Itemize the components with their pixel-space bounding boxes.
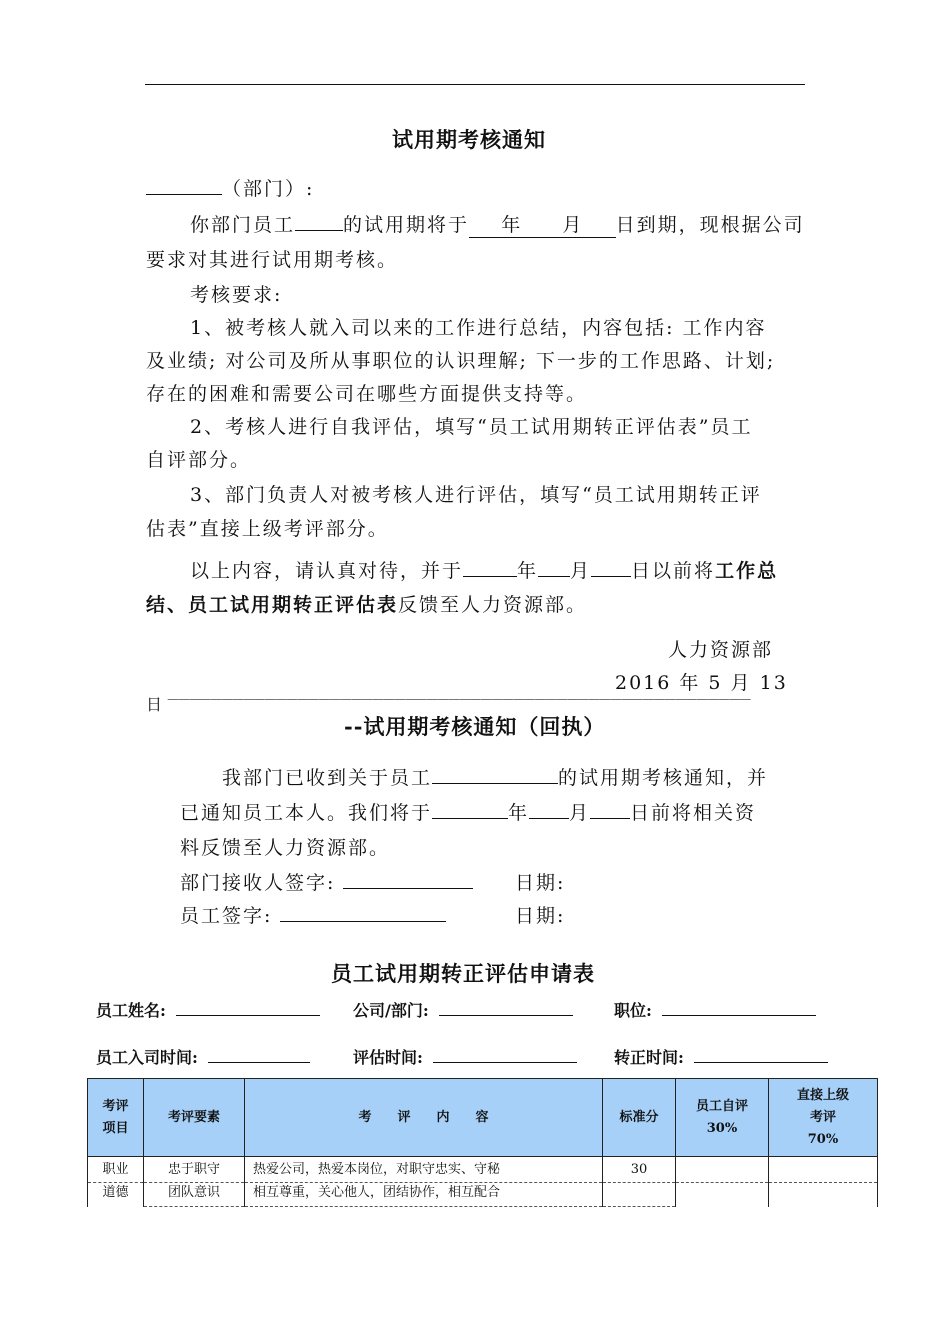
notice-title: 试用期考核通知 bbox=[392, 127, 546, 152]
closing-year-blank[interactable] bbox=[463, 556, 517, 577]
dept-line bbox=[146, 174, 314, 201]
dept-blank[interactable] bbox=[146, 174, 222, 195]
entry-blank[interactable] bbox=[208, 1046, 310, 1063]
position-blank[interactable] bbox=[662, 999, 816, 1016]
row-item: 道德 bbox=[88, 1183, 144, 1207]
form-title: 员工试用期转正评估申请表 bbox=[331, 961, 595, 986]
row-content: 热爱公司，热爱本岗位，对职守忠实、守秘 bbox=[245, 1157, 603, 1183]
cut-line: －－－－－－－－－－－－－－－－－－－－－－－－－－－－－－－－－－－－－－－－－－－－－－－－－－－－－－ bbox=[166, 693, 750, 709]
receipt-line-1 bbox=[222, 763, 768, 790]
regular-row bbox=[614, 1045, 828, 1068]
closing-year: 年 bbox=[517, 560, 539, 582]
header-content: 考 评 内 容 bbox=[245, 1079, 603, 1157]
row-self-cell[interactable] bbox=[676, 1183, 769, 1207]
hr-signature: 人力资源部 bbox=[668, 639, 774, 661]
req1-line-1: 1、被考核人就入司以来的工作进行总结，内容包括: 工作内容 bbox=[190, 317, 767, 339]
receipt-day: 日前将相关资 bbox=[630, 802, 757, 824]
receipt-title: --试用期考核通知（回执） bbox=[344, 714, 606, 739]
header-sup-l1: 直接上级 bbox=[796, 1087, 849, 1103]
position-row bbox=[614, 998, 816, 1021]
receipt-year: 年 bbox=[508, 802, 530, 824]
receipt-day-blank[interactable] bbox=[590, 798, 630, 819]
entry-row bbox=[96, 1045, 310, 1068]
req3-line-2: 估表”直接上级考评部分。 bbox=[146, 518, 389, 540]
emp-sign-date: 日期: bbox=[515, 905, 566, 927]
req2-line-1: 2、考核人进行自我评估，填写“员工试用期转正评估表”员工 bbox=[190, 416, 753, 438]
company-row bbox=[353, 998, 573, 1021]
company-blank[interactable] bbox=[439, 999, 573, 1016]
header-sup-l2: 考评 bbox=[809, 1109, 836, 1125]
requirements-title: 考核要求: bbox=[190, 284, 283, 306]
row-element: 团队意识 bbox=[144, 1183, 245, 1207]
closing-text-b: 反馈至人力资源部。 bbox=[398, 594, 588, 616]
position-label: 职位: bbox=[614, 1001, 652, 1020]
header-item bbox=[88, 1079, 144, 1157]
name-row bbox=[96, 998, 320, 1021]
company-label: 公司/部门: bbox=[353, 1001, 429, 1020]
req3-line-1: 3、部门负责人对被考核人进行评估，填写“员工试用期转正评 bbox=[190, 484, 762, 506]
regular-blank[interactable] bbox=[694, 1046, 828, 1063]
p1-day: 日 bbox=[615, 214, 637, 236]
closing-day-blank[interactable] bbox=[591, 556, 631, 577]
entry-label: 员工入司时间: bbox=[96, 1048, 198, 1067]
receipt-month: 月 bbox=[569, 802, 591, 824]
row-self-cell[interactable] bbox=[676, 1157, 769, 1183]
receipt-l1-a: 我部门已收到关于员工 bbox=[222, 767, 433, 789]
receipt-l2-a: 已通知员工本人。我们将于 bbox=[180, 802, 433, 824]
closing-line-2 bbox=[146, 590, 587, 617]
expiry-date-blank[interactable] bbox=[469, 210, 616, 238]
row-element: 忠于职守 bbox=[144, 1157, 245, 1183]
closing-bold-2: 结、员工试用期转正评估表 bbox=[146, 594, 399, 616]
header-self bbox=[676, 1079, 769, 1157]
top-rule bbox=[145, 84, 805, 85]
emp-sign-label: 员工签字: bbox=[180, 905, 273, 927]
closing-line-1 bbox=[190, 556, 778, 583]
table-row bbox=[88, 1157, 878, 1183]
receipt-l1-b: 的试用期考核通知，并 bbox=[558, 767, 769, 789]
eval-time-label: 评估时间: bbox=[353, 1048, 423, 1067]
employee-blank[interactable] bbox=[295, 210, 343, 231]
p1-text-b: 的试用期将于 bbox=[343, 214, 470, 236]
receipt-line-3: 料反馈至人力资源部。 bbox=[180, 837, 391, 859]
receipt-line-2 bbox=[180, 798, 756, 825]
row-content: 相互尊重，关心他人，团结协作，相互配合 bbox=[245, 1183, 603, 1207]
row-score bbox=[603, 1183, 676, 1207]
closing-month: 月 bbox=[570, 560, 592, 582]
header-item-l1: 考评 bbox=[102, 1098, 129, 1114]
receipt-month-blank[interactable] bbox=[529, 798, 569, 819]
receipt-employee-blank[interactable] bbox=[432, 763, 558, 784]
header-superior bbox=[769, 1079, 878, 1157]
row-superior-cell[interactable] bbox=[769, 1183, 878, 1207]
row-item: 职业 bbox=[88, 1157, 144, 1183]
closing-month-blank[interactable] bbox=[538, 556, 570, 577]
dept-sign-date: 日期: bbox=[515, 872, 566, 894]
receipt-year-blank[interactable] bbox=[432, 798, 508, 819]
table-row bbox=[88, 1183, 878, 1207]
notice-date: 2016 年 5 月 13 bbox=[615, 672, 788, 694]
emp-sign-row bbox=[180, 901, 446, 928]
evaluation-table bbox=[87, 1078, 878, 1207]
req1-line-3: 存在的困难和需要公司在哪些方面提供支持等。 bbox=[146, 383, 588, 405]
dept-sign-label: 部门接收人签字: bbox=[180, 872, 336, 894]
p1-month: 月 bbox=[562, 214, 584, 236]
dept-suffix: （部门）: bbox=[222, 178, 315, 200]
header-sup-l3: 70% bbox=[807, 1131, 839, 1147]
table-header-row bbox=[88, 1079, 878, 1157]
header-item-l2: 项目 bbox=[102, 1120, 129, 1136]
p1-line-2: 要求对其进行试用期考核。 bbox=[146, 249, 399, 271]
req2-line-2: 自评部分。 bbox=[146, 449, 252, 471]
p1-year: 年 bbox=[501, 214, 523, 236]
name-blank[interactable] bbox=[176, 999, 320, 1016]
eval-time-blank[interactable] bbox=[433, 1046, 577, 1063]
header-self-l1: 员工自评 bbox=[695, 1098, 748, 1114]
p1-text-a: 你部门员工 bbox=[190, 214, 296, 236]
day-char: 日 bbox=[146, 695, 163, 714]
p1-text-c: 到期，现根据公司 bbox=[636, 214, 805, 236]
eval-time-row bbox=[353, 1045, 577, 1068]
name-label: 员工姓名: bbox=[96, 1001, 166, 1020]
dept-sign-blank[interactable] bbox=[343, 868, 473, 889]
emp-sign-blank[interactable] bbox=[280, 901, 446, 922]
closing-bold-1: 工作总 bbox=[715, 560, 779, 582]
row-superior-cell[interactable] bbox=[769, 1157, 878, 1183]
notice-paragraph-1 bbox=[190, 210, 805, 238]
dept-sign-row bbox=[180, 868, 473, 895]
row-score: 30 bbox=[603, 1157, 676, 1183]
closing-text-a: 以上内容，请认真对待，并于 bbox=[190, 560, 464, 582]
header-element: 考评要素 bbox=[144, 1079, 245, 1157]
header-score: 标准分 bbox=[603, 1079, 676, 1157]
closing-day: 日以前将 bbox=[631, 560, 716, 582]
header-self-l2: 30% bbox=[706, 1120, 738, 1136]
req1-line-2: 及业绩; 对公司及所从事职位的认识理解; 下一步的工作思路、计划; bbox=[146, 350, 776, 372]
regular-label: 转正时间: bbox=[614, 1048, 684, 1067]
